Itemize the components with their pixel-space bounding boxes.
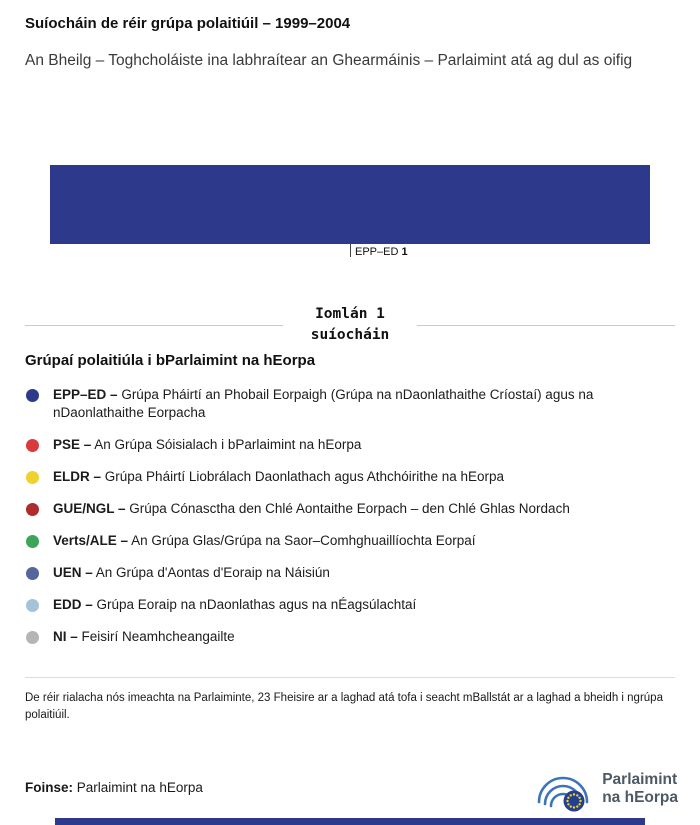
legend-group-desc: Grúpa Pháirtí an Phobail Eorpaigh (Grúpa na nDaonlathaithe Críostaí) agus na nDaonlathaithe Eorpacha [53,386,594,421]
legend-color-dot [26,599,39,612]
legend-item-pse [25,436,675,455]
legend-color-dot [26,503,39,516]
legend-group-abbr: UEN – [53,564,93,580]
legend-group-desc: Grúpa Cónasctha den Chlé Aontaithe Eorpach – den Chlé Ghlas Nordach [129,501,570,517]
legend-group-abbr: NI – [53,628,78,644]
ep-logo-wordmark [602,771,678,807]
footnote: De réir rialacha nós imeachta na Parlaiminte, 23 Fheisire ar a laghad atá tofa i seacht mBallstát ar a laghad a bheidh i ngrúpa polaitiúil. [25,691,663,722]
legend-group-abbr: EDD – [53,596,93,612]
tick-seat-count: 1 [401,246,408,259]
tick-group-name: EPP–ED [355,246,399,259]
legend-item-text [53,468,504,487]
legend-group-desc: Grúpa Eoraip na nDaonlathas agus na nÉagsúlachtaí [96,596,417,612]
footer-divider [25,677,675,678]
legend-group-desc: Feisirí Neamhcheangailte [81,628,235,644]
legend-color-dot [26,567,39,580]
tick-mark [350,244,351,257]
legend-color-dot [26,631,39,644]
source-line [25,780,203,795]
legend-item-edd [25,596,675,615]
total-rule-left [25,325,283,326]
legend-group-abbr: GUE/NGL – [53,501,126,517]
total-rule-right [417,325,675,326]
legend-item-text [53,532,476,551]
legend-color-dot [26,471,39,484]
ep-logo-line2: na hEorpa [602,789,678,806]
ep-hemicycle-icon [533,766,593,812]
total-seats-row [25,304,675,346]
total-seats-line1: Iomlán 1 [315,306,385,323]
tick-label [355,246,408,258]
legend-item-text [53,564,330,583]
total-seats-line2: suíocháin [310,327,390,344]
legend-color-dot [26,535,39,548]
seat-bar-chart [0,165,700,346]
bar-track [50,165,650,244]
legend-item-text [53,628,235,647]
legend-group-desc: An Grúpa Glas/Grúpa na Saor–Comhghuaillíochta Eorpaí [131,532,476,548]
ep-logo-line1: Parlaimint [602,771,678,789]
legend [0,352,700,647]
legend-group-desc: An Grúpa Sóisialach i bParlaimint na hEorpa [94,437,362,453]
page-subtitle: An Bheilg – Toghcholáiste ina labhraítear an Ghearmáinis – Parlaimint atá ag dul as oifig [25,52,633,69]
header [0,0,700,72]
legend-item-verts-ale [25,532,675,551]
bar-segment-epp-ed[interactable] [50,165,650,244]
european-parliament-logo [533,766,678,812]
legend-item-text [53,500,570,519]
legend-group-abbr: ELDR – [53,469,102,485]
legend-item-epp-ed [25,386,675,424]
legend-group-abbr: PSE – [53,437,92,453]
legend-group-desc: Grúpa Pháirtí Liobrálach Daonlathach agus Athchóirithe na hEorpa [104,469,505,485]
bottom-accent-bar [55,818,645,825]
page-title: Suíocháin de réir grúpa polaitiúil – 1999–2004 [25,15,351,32]
source-value: Parlaimint na hEorpa [76,779,203,795]
legend-item-text [53,386,675,424]
legend-item-text [53,436,361,455]
source-label: Foinse: [25,779,74,795]
legend-item-text [53,596,416,615]
axis-tick-row [50,244,650,264]
legend-item-gue-ngl [25,500,675,519]
legend-group-abbr: EPP–ED – [53,386,118,402]
total-seats-label [311,304,390,346]
legend-color-dot [26,439,39,452]
legend-group-abbr: Verts/ALE – [53,532,129,548]
legend-item-uen [25,564,675,583]
legend-heading: Grúpaí polaitiúla i bParlaimint na hEorpa [25,351,316,369]
legend-item-eldr [25,468,675,487]
legend-item-ni [25,628,675,647]
legend-color-dot [26,389,39,402]
legend-group-desc: An Grúpa d'Aontas d'Eoraip na Náisiún [95,564,330,580]
